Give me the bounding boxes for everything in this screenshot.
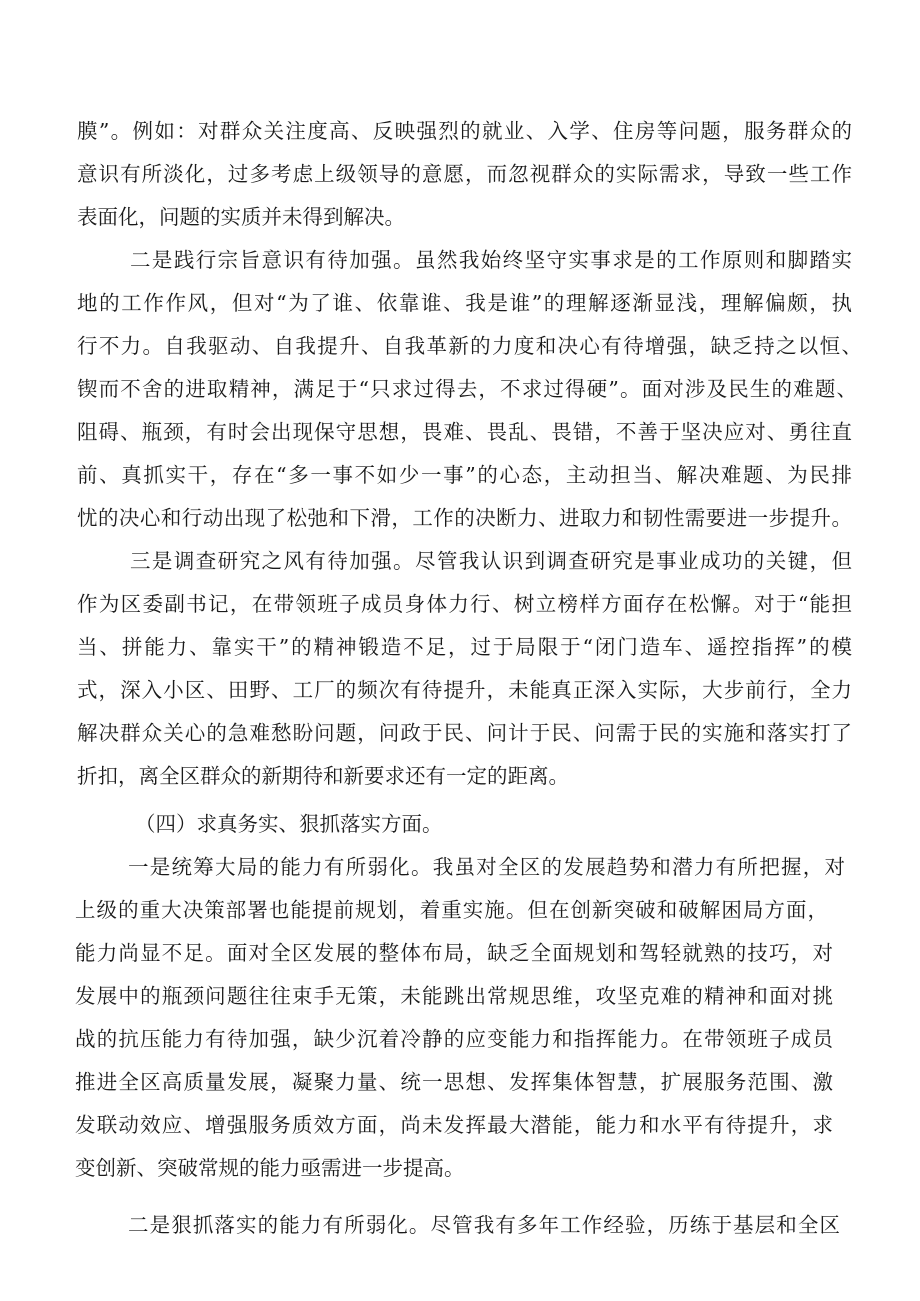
text-line: 一是统筹大局的能力有所弱化。我虽对全区的发展趋势和潜力有所把握，对 [128,855,845,879]
text-line: 上级的重大决策部署也能提前规划，着重实施。但在创新突破和破解困局方面， [75,898,828,922]
text-line: 二是狠抓落实的能力有所弱化。尽管我有多年工作经验，历练于基层和全区 [128,1213,840,1237]
text-line: 推进全区高质量发展，凝聚力量、统一思想、发挥集体智慧，扩展服务范围、激 [75,1070,833,1094]
text-line: 能力尚显不足。面对全区发展的整体布局，缺乏全面规划和驾轻就熟的技巧，对 [75,941,833,965]
text-line: 作为区委副书记，在带领班子成员身体力行、树立榜样方面存在松懈。对于“能担 [77,592,852,616]
text-line: 式，深入小区、田野、工厂的频次有待提升，未能真正深入实际，大步前行，全力 [77,678,852,702]
text-line: 膜”。例如：对群众关注度高、反映强烈的就业、入学、住房等问题，服务群众的 [77,119,852,143]
text-line: 行不力。自我驱动、自我提升、自我革新的力度和决心有待增强，缺乏持之以恒、 [77,334,862,358]
text-line: 锲而不舍的进取精神，满足于“只求过得去，不求过得硬”。面对涉及民生的难题、 [77,377,857,401]
text-line: 忧的决心和行动出现了松弛和下滑，工作的决断力、进取力和韧性需要进一步提升。 [77,506,852,530]
text-line: 发展中的瓶颈问题往往束手无策，未能跳出常规思维，攻坚克难的精神和面对挑 [75,984,833,1008]
text-line: 发联动效应、增强服务质效方面，尚未发挥最大潜能，能力和水平有待提升，求 [75,1113,833,1137]
text-line: 阻碍、瓶颈，有时会出现保守思想，畏难、畏乱、畏错，不善于坚决应对、勇往直 [77,420,852,444]
text-line: 意识有所淡化，过多考虑上级领导的意愿，而忽视群众的实际需求，导致一些工作 [77,162,852,186]
text-line: 地的工作作风，但对“为了谁、依靠谁、我是谁”的理解逐渐显浅，理解偏颇，执 [77,291,852,315]
section-heading: （四）求真务实、狠抓落实方面。 [135,812,443,836]
text-line: 三是调查研究之风有待加强。尽管我认识到调查研究是事业成功的关键，但 [130,549,852,573]
text-line: 解决群众关心的急难愁盼问题，问政于民、问计于民、问需于民的实施和落实打了 [77,721,852,745]
text-line: 前、真抓实干，存在“多一事不如少一事”的心态，主动担当、解决难题、为民排 [77,463,852,487]
text-line: 变创新、突破常规的能力亟需进一步提高。 [75,1156,465,1180]
text-line: 二是践行宗旨意识有待加强。虽然我始终坚守实事求是的工作原则和脚踏实 [130,248,852,272]
text-line: 当、拼能力、靠实干”的精神锻造不足，过于局限于“闭门造车、遥控指挥”的模 [77,635,852,659]
text-line: 折扣，离全区群众的新期待和新要求还有一定的距离。 [77,764,569,788]
text-line: 表面化，问题的实质并未得到解决。 [77,205,405,229]
text-line: 战的抗压能力有待加强，缺少沉着冷静的应变能力和指挥能力。在带领班子成员 [75,1027,833,1051]
